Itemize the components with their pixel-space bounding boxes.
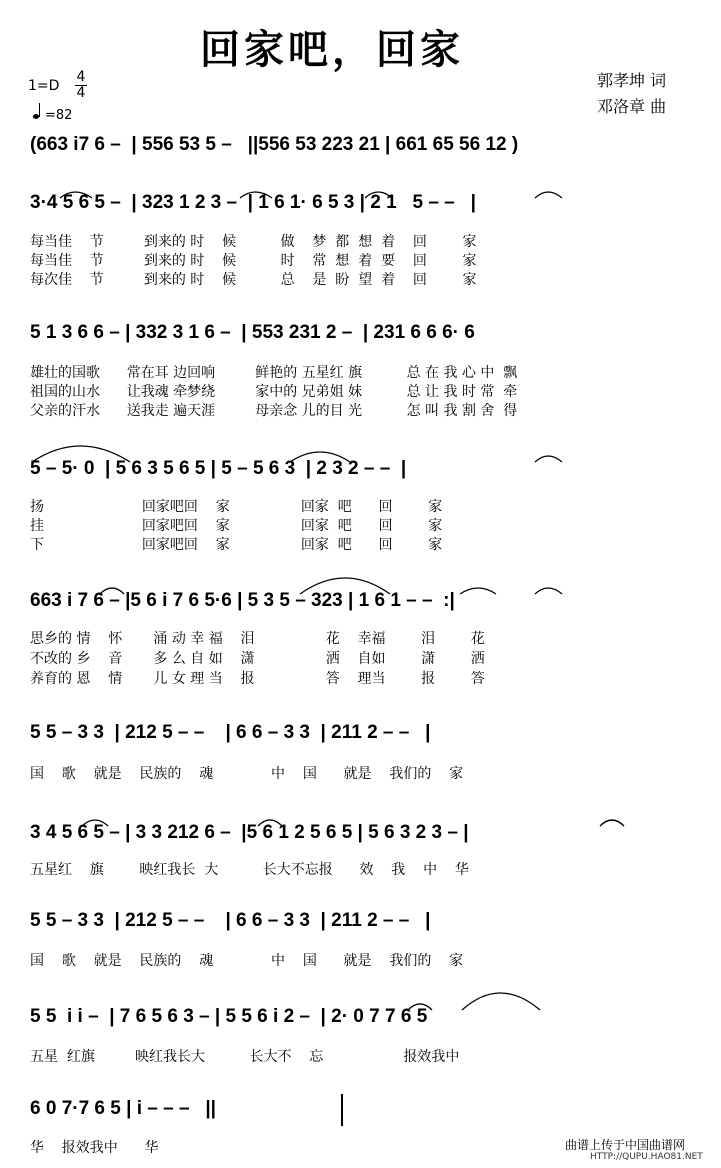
notation-line-8: 5 5 – 3 3 | 212 5 – – | 6 6 – 3 3 | 211 2 – – | — [30, 910, 431, 931]
slur-mark — [535, 456, 562, 462]
lyric-line-10-1: 华 报效我中 华 — [30, 1140, 159, 1156]
lyric-line-7-1: 五星红 旗 映红我长 大 长大不忘报 效 我 中 华 — [30, 862, 469, 878]
lyric-line-2-3: 每次佳 节 到来的 时 候 总 是 盼 望 着 回 家 — [30, 272, 477, 288]
lyric-line-5-1: 思乡的 情 怀 涌 动 幸 福 泪 花 幸福 泪 花 — [30, 631, 485, 647]
slur-mark — [535, 588, 562, 594]
notation-line-4: 5 – 5· 0 | 5 6 3 5 6 5 | 5 – 5 6 3 | 2 3 2 – – | — [30, 458, 407, 479]
time-signature — [75, 70, 87, 101]
lyric-line-2-1: 每当佳 节 到来的 时 候 做 梦 都 想 着 回 家 — [30, 234, 477, 250]
lyric-line-3-2: 祖国的山水 让我魂 牵梦绕 家中的 兄弟姐 妹 总 让 我 时 常 牵 — [30, 384, 518, 400]
lyric-line-3-1: 雄壮的国歌 常在耳 边回响 鲜艳的 五星红 旗 总 在 我 心 中 飘 — [30, 365, 518, 381]
lyric-line-6-1: 国 歌 就是 民族的 魂 中 国 就是 我们的 家 — [30, 766, 464, 782]
notation-line-1: (663 i7 6 – | 556 53 5 – ||556 53 223 21 | 661 65 56 12 ) — [30, 134, 519, 155]
notation-line-9: 5 5 i i – | 7 6 5 6 3 – | 5 5 6 i 2 – | 2· 0 7 7 6 5 — [30, 1006, 428, 1027]
lyric-line-3-3: 父亲的汗水 送我走 遍天涯 母亲念 儿的目 光 怎 叫 我 割 舍 得 — [30, 403, 518, 419]
lyric-line-4-3: 下 回家吧回 家 回家 吧 回 家 — [30, 537, 443, 553]
lyric-line-4-2: 挂 回家吧回 家 回家 吧 回 家 — [30, 518, 443, 534]
slur-mark — [460, 588, 496, 594]
key-signature: 1=D — [28, 78, 60, 94]
lyric-line-5-2: 不改的 乡 音 多 么 自 如 潇 洒 自如 潇 洒 — [30, 651, 485, 667]
time-signature-top: 4 — [76, 69, 86, 85]
lyric-line-5-3: 养育的 恩 情 儿 女 理 当 报 答 理当 报 答 — [30, 671, 485, 687]
lyric-line-2-2: 每当佳 节 到来的 时 候 时 常 想 着 要 回 家 — [30, 253, 477, 269]
watermark-url: HTTP://QUPU.HAO81.NET — [590, 1152, 703, 1162]
time-signature-bottom: 4 — [76, 85, 86, 101]
lyric-line-9-1: 五星 红旗 映红我长大 长大不 忘 报效我中 — [30, 1049, 460, 1065]
lyric-line-4-1: 扬 回家吧回 家 回家 吧 回 家 — [30, 499, 443, 515]
notation-line-10: 6 0 7·7 6 5 | i – – – || — [30, 1098, 217, 1119]
lyric-line-8-1: 国 歌 就是 民族的 魂 中 国 就是 我们的 家 — [30, 953, 464, 969]
slur-mark — [462, 993, 540, 1010]
tempo-marking — [33, 108, 72, 123]
notation-line-6: 5 5 – 3 3 | 212 5 – – | 6 6 – 3 3 | 211 2 – – | — [30, 722, 431, 743]
tempo-value: =82 — [45, 108, 73, 123]
notation-line-2: 3·4 5 6 5 – | 323 1 2 3 – | 1 6 1· 6 5 3 | 2 1 5 – – | — [30, 192, 476, 213]
slur-mark — [600, 820, 624, 826]
notation-line-3: 5 1 3 6 6 – | 332 3 1 6 – | 553 231 2 – | 231 6 6 6· 6 — [30, 322, 475, 343]
slur-mark — [535, 192, 562, 198]
notation-line-7: 3 4 5 6 5 – | 3 3 212 6 – |5 6 1 2 5 6 5 | 5 6 3 2 3 – | — [30, 822, 469, 843]
watermark-text: 曲谱上传于中国曲谱网 — [565, 1138, 686, 1152]
composer-credit: 邓洛章 曲 — [597, 97, 667, 116]
notation-line-5: 663 i 7 6 – |5 6 i 7 6 5·6 | 5 3 5 – 323 | 1 6 1 – – :| — [30, 590, 455, 611]
quarter-note-icon — [33, 114, 39, 119]
lyricist-credit: 郭孝坤 词 — [597, 71, 667, 90]
song-title: 回家吧，回家 — [200, 26, 464, 73]
